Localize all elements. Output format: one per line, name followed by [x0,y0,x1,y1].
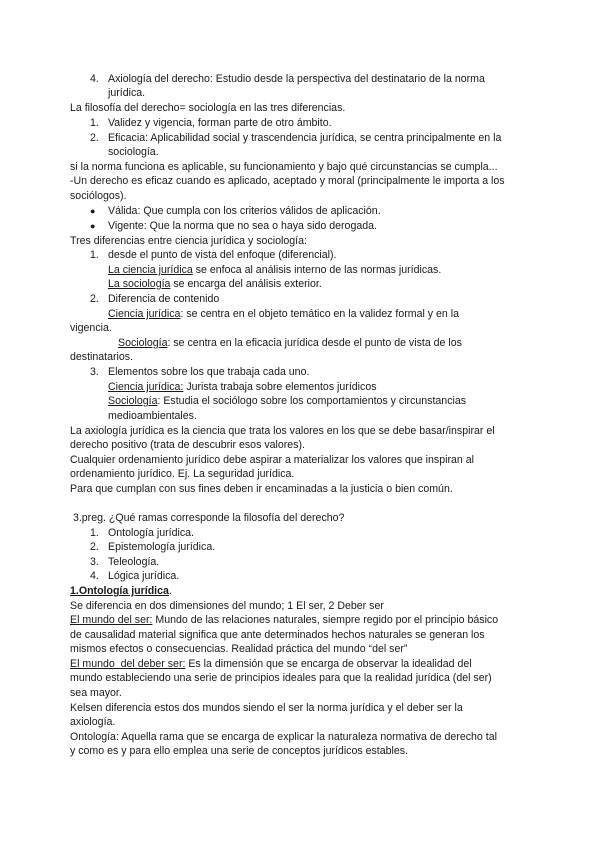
list-item-text: Lógica jurídica. [108,570,180,582]
paragraph: Cualquier ordenamiento jurídico debe aspirar a materializar los valores que inspiran al [70,454,474,466]
sub-item-cont: destinatarios. [70,351,134,363]
paragraph: La filosofía del derecho= sociología en las tres diferencias. [70,102,346,114]
list-number: 4. [90,570,99,582]
sub-item: Ciencia jurídica: se centra en el objeto temático en la validez formal y en la [108,308,459,320]
list-number: 4. [90,73,99,85]
paragraph: axiología. [70,716,116,728]
list-number: 1. [90,527,99,539]
list-item-text: Epistemología jurídica. [108,541,216,553]
list-item-text: Elementos sobre los que trabaja cada uno. [108,366,310,378]
section-heading: 1.Ontología jurídica. [70,585,172,597]
term: La sociología [108,278,171,290]
list-item-text: jurídica. [108,87,146,99]
paragraph: ordenamiento jurídico. Ej. La seguridad jurídica. [70,468,295,480]
term: La ciencia jurídica [108,264,193,276]
paragraph: -Un derecho es eficaz cuando es aplicado, aceptado y moral (principalmente le importa a los [70,175,505,187]
paragraph: mismos efectos o consecuencias. Realidad práctica del mundo “del ser” [70,643,408,655]
term: El mundo del deber ser: [70,658,186,670]
question-title: 3.preg. ¿Qué ramas corresponde la filosofía del derecho? [70,512,345,524]
paragraph: mundo estableciendo una serie de principios ideales para que la realidad jurídica (del ser) [70,672,492,684]
paragraph: El mundo del ser: Mundo de las relaciones naturales, siempre regido por el principio básico [70,614,499,626]
paragraph: de causalidad material significa que ante determinados hechos naturales se generan los [70,629,485,641]
term: Sociología [108,395,158,407]
list-number: 1. [90,249,99,261]
paragraph: Para que cumplan con sus fines deben ir encaminadas a la justicia o bien común. [70,483,453,495]
bullet-icon: ● [90,206,96,216]
sub-item: Ciencia jurídica: Jurista trabaja sobre elementos jurídicos [108,381,377,393]
list-number: 1. [90,117,99,129]
sub-item: La ciencia jurídica se enfoca al análisis interno de las normas jurídicas. [108,264,442,276]
paragraph: y como es y para ello emplea una serie de conceptos jurídicos estables. [70,745,409,757]
paragraph: sea mayor. [70,687,122,699]
term: El mundo del ser: [70,614,153,626]
paragraph: El mundo del deber ser: Es la dimensión que se encarga de observar la idealidad del [70,658,472,670]
sub-item: Sociología: Estudia el sociólogo sobre los comportamientos y circunstancias [108,395,467,407]
term: Sociología [118,337,168,349]
term: Ciencia jurídica: [108,381,184,393]
paragraph: Tres diferencias entre ciencia jurídica y sociología: [70,235,307,247]
list-item-text: Diferencia de contenido [108,293,220,305]
list-item-text: Eficacia: Aplicabilidad social y trascendencia jurídica, se centra principalmente en la [108,132,502,144]
paragraph: La axiología jurídica es la ciencia que trata los valores en los que se debe basar/inspirar el [70,425,495,437]
list-number: 2. [90,293,99,305]
bullet-item: Válida: Que cumpla con los criterios válidos de aplicación. [108,205,381,217]
bullet-item: Vigente: Que la norma que no sea o haya sido derogada. [108,220,377,232]
sub-item: Sociología: se centra en la eficacia jurídica desde el punto de vista de los [118,337,462,349]
list-item-text: Ontología jurídica. [108,527,194,539]
list-number: 3. [90,556,99,568]
list-item-text: Validez y vigencia, forman parte de otro ámbito. [108,117,332,129]
list-item-text: Axiología del derecho: Estudio desde la perspectiva del destinatario de la norma [108,73,485,85]
list-number: 2. [90,541,99,553]
list-item-text: Teleología. [108,556,160,568]
sub-item-cont: vigencia. [70,322,112,334]
bullet-icon: ● [90,221,96,231]
list-number: 3. [90,366,99,378]
sub-item: La sociología se encarga del análisis exterior. [108,278,322,290]
term: Ciencia jurídica [108,308,181,320]
paragraph: sociólogos). [70,190,127,202]
paragraph: derecho positivo (trata de descubrir esos valores). [70,439,305,451]
list-item-text: sociología. [108,146,159,158]
paragraph: si la norma funciona es aplicable, su funcionamiento y bajo qué circunstancias se cumpla... [70,161,498,173]
paragraph: Se diferencia en dos dimensiones del mundo; 1 El ser, 2 Deber ser [70,600,384,612]
list-number: 2. [90,132,99,144]
sub-item-cont: medioambientales. [108,410,197,422]
list-item-text: desde el punto de vista del enfoque (diferencial). [108,249,337,261]
paragraph: Kelsen diferencia estos dos mundos siendo el ser la norma jurídica y el deber ser la [70,702,463,714]
paragraph: Ontología: Aquella rama que se encarga de explicar la naturaleza normativa de derecho tal [70,731,497,743]
